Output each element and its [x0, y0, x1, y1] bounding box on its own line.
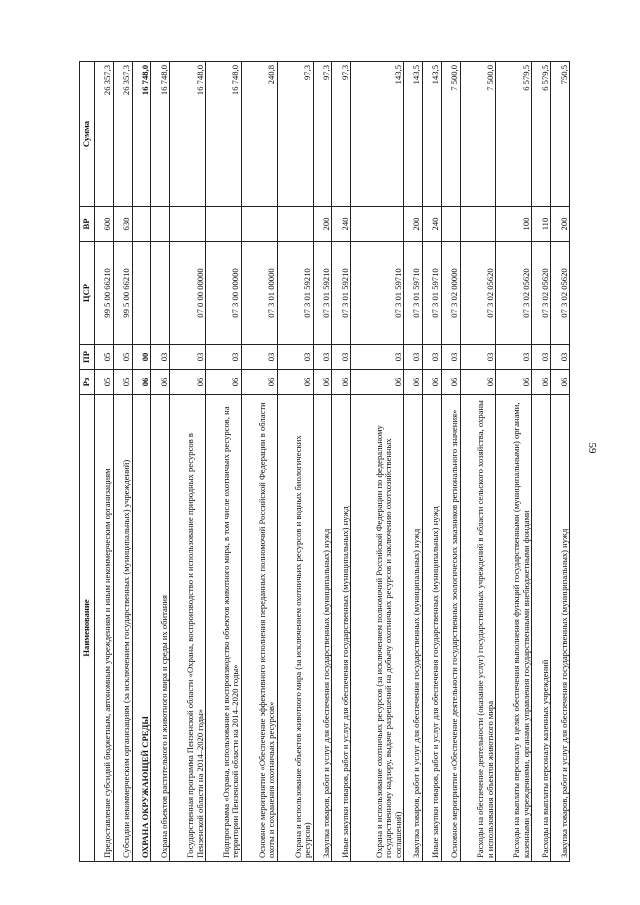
cell-name: Закупка товаров, работ и услуг для обеспечения государственных (муниципальных) нужд	[551, 395, 570, 862]
cell-name: ОХРАНА ОКРУЖАЮЩЕЙ СРЕДЫ	[132, 395, 151, 862]
cell-rz: 05	[95, 370, 114, 395]
cell-rz: 06	[441, 370, 460, 395]
cell-vr	[241, 207, 277, 242]
table-row	[441, 62, 460, 862]
cell-rz: 06	[277, 370, 313, 395]
cell-vr: 630	[113, 207, 132, 242]
cell-sum: 26 357,3	[95, 62, 114, 207]
cell-sum: 97,3	[332, 62, 351, 207]
table-row	[551, 62, 570, 862]
cell-csr: 99 5 00 66210	[95, 242, 114, 345]
cell-pr: 00	[132, 345, 151, 370]
cell-name: Субсидии некоммерческим организациям (за исключением государственных (муниципальных) учреждений)	[113, 395, 132, 862]
table-row	[132, 62, 151, 862]
cell-pr: 03	[441, 345, 460, 370]
cell-rz: 06	[422, 370, 441, 395]
cell-pr: 03	[313, 345, 332, 370]
table-row	[532, 62, 551, 862]
cell-csr: 07 3 01 59710	[404, 242, 423, 345]
header-name: Наименование	[80, 395, 95, 862]
cell-pr: 03	[460, 345, 496, 370]
header-csr: ЦСР	[80, 242, 95, 345]
cell-name: Государственная программа Пензенской области «Охрана, воспроизводство и использование природных ресурсов в Пензенской области на 2014–2020 годы»	[170, 395, 206, 862]
cell-sum: 16 748,0	[132, 62, 151, 207]
page-number: 59	[586, 442, 598, 454]
cell-sum: 240,8	[241, 62, 277, 207]
cell-rz: 06	[151, 370, 170, 395]
cell-csr: 07 3 02 05620	[496, 242, 532, 345]
cell-sum: 97,3	[313, 62, 332, 207]
cell-rz: 06	[206, 370, 242, 395]
cell-rz: 06	[551, 370, 570, 395]
cell-csr: 07 3 01 59210	[332, 242, 351, 345]
cell-vr: 200	[404, 207, 423, 242]
cell-rz: 06	[241, 370, 277, 395]
cell-vr: 240	[332, 207, 351, 242]
cell-name: Охрана и использование охотничьих ресурсов (за исключением полномочий Российской Федерации по федеральному государственному надзору, выдаче разрешений на добычу охотничьих ресурсов и заключению охотхозяйственных соглашений)	[351, 395, 404, 862]
cell-sum: 16 748,0	[151, 62, 170, 207]
cell-sum: 16 748,0	[206, 62, 242, 207]
table-row	[241, 62, 277, 862]
cell-name: Основное мероприятие «Обеспечение эффективного исполнения переданных полномочий Российской Федерации в области охоты и сохранения охотничьих ресурсов»	[241, 395, 277, 862]
cell-pr: 03	[277, 345, 313, 370]
budget-table	[79, 61, 570, 862]
cell-csr	[132, 242, 151, 345]
table-body	[95, 62, 570, 862]
table-row	[313, 62, 332, 862]
table-header-row	[80, 62, 95, 862]
cell-name: Закупка товаров, работ и услуг для обеспечения государственных (муниципальных) нужд	[313, 395, 332, 862]
header-rz: Рз	[80, 370, 95, 395]
cell-vr	[132, 207, 151, 242]
cell-pr: 03	[151, 345, 170, 370]
cell-rz: 06	[351, 370, 404, 395]
cell-sum: 143,5	[351, 62, 404, 207]
cell-vr	[206, 207, 242, 242]
cell-name: Предоставление субсидий бюджетным, автономным учреждениям и иным некоммерческим организациям	[95, 395, 114, 862]
cell-pr: 03	[404, 345, 423, 370]
cell-csr: 07 3 01 59710	[422, 242, 441, 345]
cell-sum: 6 579,5	[496, 62, 532, 207]
cell-rz: 06	[170, 370, 206, 395]
cell-csr: 99 5 00 66210	[113, 242, 132, 345]
cell-rz: 06	[532, 370, 551, 395]
cell-csr: 07 3 02 05620	[532, 242, 551, 345]
cell-sum: 97,3	[277, 62, 313, 207]
table-row	[277, 62, 313, 862]
cell-csr: 07 3 01 59710	[351, 242, 404, 345]
cell-rz: 06	[332, 370, 351, 395]
cell-name: Подпрограмма «Охрана, использование и воспроизводство объектов животного мира, в том числе охотничьих ресурсов, на территории Пензенской области на 2014–2020 годы»	[206, 395, 242, 862]
cell-pr: 03	[551, 345, 570, 370]
cell-name: Расходы на обеспечение деятельности (оказание услуг) государственных учреждений в области сельского хозяйства, охраны и использования объектов животного мира	[460, 395, 496, 862]
cell-vr: 110	[532, 207, 551, 242]
table-row	[151, 62, 170, 862]
cell-rz: 06	[313, 370, 332, 395]
cell-name: Закупка товаров, работ и услуг для обеспечения государственных (муниципальных) нужд	[404, 395, 423, 862]
cell-pr: 03	[332, 345, 351, 370]
table-row	[460, 62, 496, 862]
cell-name: Иные закупки товаров, работ и услуг для обеспечения государственных (муниципальных) нужд	[422, 395, 441, 862]
cell-csr: 07 3 01 00000	[241, 242, 277, 345]
cell-name: Охрана объектов растительного и животного мира и среды их обитания	[151, 395, 170, 862]
cell-rz: 06	[460, 370, 496, 395]
cell-sum: 7 500,0	[441, 62, 460, 207]
cell-csr	[151, 242, 170, 345]
cell-name: Расходы на выплаты персоналу в целях обеспечения выполнения функций государственными (муниципальными) органами, казенными учреждениями, органами управления государственными внебюджетными фондами	[496, 395, 532, 862]
cell-vr: 240	[422, 207, 441, 242]
cell-sum: 16 748,0	[170, 62, 206, 207]
cell-pr: 03	[241, 345, 277, 370]
cell-rz: 06	[132, 370, 151, 395]
cell-pr: 03	[170, 345, 206, 370]
table-row	[422, 62, 441, 862]
cell-pr: 05	[95, 345, 114, 370]
table-row	[170, 62, 206, 862]
cell-name: Охрана и использование объектов животного мира (за исключением охотничьих ресурсов и водных биологических ресурсов)	[277, 395, 313, 862]
table-row	[351, 62, 404, 862]
cell-csr: 07 3 00 00000	[206, 242, 242, 345]
table-row	[206, 62, 242, 862]
table-row	[496, 62, 532, 862]
header-vr: ВР	[80, 207, 95, 242]
cell-vr: 200	[551, 207, 570, 242]
cell-vr	[351, 207, 404, 242]
cell-sum: 7 500,0	[460, 62, 496, 207]
table-row	[404, 62, 423, 862]
cell-name: Расходы на выплаты персоналу казенных учреждений	[532, 395, 551, 862]
table-row	[113, 62, 132, 862]
header-pr: ПР	[80, 345, 95, 370]
rotated-page-content	[79, 62, 570, 862]
cell-csr: 07 3 01 59210	[313, 242, 332, 345]
cell-vr	[170, 207, 206, 242]
cell-pr: 03	[496, 345, 532, 370]
table-row	[332, 62, 351, 862]
table-row	[95, 62, 114, 862]
cell-vr: 600	[95, 207, 114, 242]
cell-vr	[441, 207, 460, 242]
cell-vr: 200	[313, 207, 332, 242]
cell-pr: 03	[206, 345, 242, 370]
cell-csr: 07 3 02 05620	[551, 242, 570, 345]
cell-sum: 750,5	[551, 62, 570, 207]
cell-vr: 100	[496, 207, 532, 242]
cell-pr: 03	[532, 345, 551, 370]
cell-rz: 05	[113, 370, 132, 395]
cell-rz: 06	[404, 370, 423, 395]
cell-name: Иные закупки товаров, работ и услуг для обеспечения государственных (муниципальных) нужд	[332, 395, 351, 862]
cell-vr	[277, 207, 313, 242]
cell-csr: 07 3 02 05620	[460, 242, 496, 345]
cell-pr: 03	[351, 345, 404, 370]
cell-sum: 26 357,3	[113, 62, 132, 207]
cell-sum: 143,5	[422, 62, 441, 207]
cell-vr	[460, 207, 496, 242]
cell-sum: 143,5	[404, 62, 423, 207]
header-sum: Сумма	[80, 62, 95, 207]
cell-sum: 6 579,5	[532, 62, 551, 207]
cell-rz: 06	[496, 370, 532, 395]
cell-csr: 07 0 00 00000	[170, 242, 206, 345]
cell-vr	[151, 207, 170, 242]
cell-name: Основное мероприятие «Обеспечение деятельности государственных зоологических заказников регионального значения»	[441, 395, 460, 862]
cell-csr: 07 3 01 59210	[277, 242, 313, 345]
cell-csr: 07 3 02 00000	[441, 242, 460, 345]
cell-pr: 03	[422, 345, 441, 370]
cell-pr: 05	[113, 345, 132, 370]
